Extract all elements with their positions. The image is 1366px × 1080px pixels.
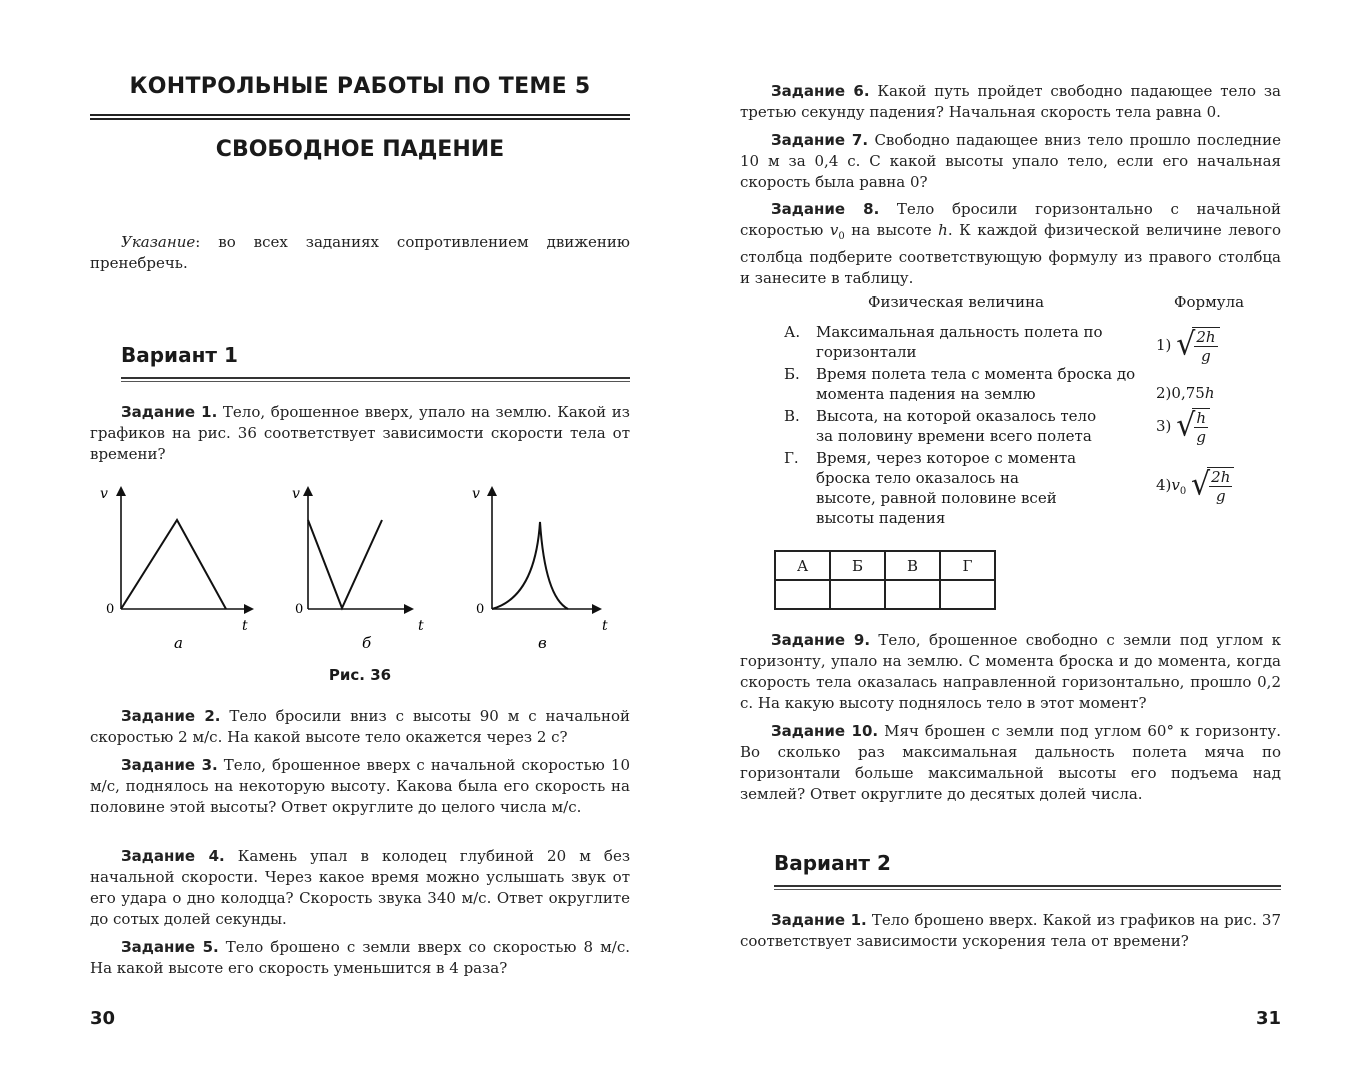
heading-divider <box>90 114 630 120</box>
task-label: Задание 3. <box>121 756 218 774</box>
formula-variable: h <box>1204 384 1215 402</box>
figure-36-graphs <box>90 482 630 662</box>
page-number-right: 31 <box>1255 1008 1281 1029</box>
note-label: Указание <box>121 233 196 251</box>
quantity-c <box>784 406 1144 448</box>
page-number-left: 30 <box>90 1008 116 1029</box>
graph-c-curve <box>492 522 568 609</box>
graph-c-caption: в <box>538 634 547 652</box>
task-text: Тело бросили горизонтально с начальной скоростью <box>740 200 1281 239</box>
answer-value-cell[interactable] <box>885 580 940 609</box>
graph-b-curve <box>308 520 382 608</box>
graph-c-origin: 0 <box>476 602 485 617</box>
matching-right-header: Формула <box>1174 293 1245 311</box>
task-2 <box>90 706 630 748</box>
formula-prefix: v <box>1171 476 1180 494</box>
task-label: Задание 7. <box>771 131 869 149</box>
task-label: Задание 9. <box>771 631 871 649</box>
task-text: Камень упал в колодец глубиной 20 м без начальной скорости. Через какое время можно услышать звук от его удара о дно колодца? Скорость звука 340 м/с. Ответ округлите до сотых долей секунды. <box>90 847 631 928</box>
variant-2-divider <box>774 885 1281 890</box>
variant-1-divider <box>121 377 630 382</box>
fraction-denominator: g <box>1201 347 1211 365</box>
formula-prefix-subscript: 0 <box>1179 486 1187 497</box>
fraction-denominator: g <box>1196 428 1206 446</box>
right-page <box>740 0 1281 1080</box>
h-symbol: h <box>938 221 948 239</box>
sqrt-expression: √ $\frac{2h}{g}$ <box>1176 327 1219 365</box>
quantity-b <box>784 364 1144 406</box>
answer-header-cell: А <box>775 551 830 580</box>
graph-c-x-label: t <box>602 618 608 634</box>
task-text: Тело, брошенное свободно с земли под углом к горизонту, упало на землю. С момента броска и до момента, когда скорость тела оказалась направленной горизонтально, прошло 0,2 с. На какую высоту поднялось тело в этот момент? <box>740 631 1281 712</box>
quantity-text: Время, через которое с момента броска тело оказалось на высоте, равной половине всей высоты падения <box>816 449 1077 527</box>
task-label: Задание 1. <box>121 403 218 421</box>
left-page <box>90 0 630 1080</box>
task-5 <box>90 937 630 979</box>
task-7 <box>740 130 1281 193</box>
task-text: Тело, брошенное вверх, упало на землю. Какой из графиков на рис. 36 соответствует зависимости скорости тела от времени? <box>90 403 630 463</box>
quantity-text: Максимальная дальность полета по горизонтали <box>816 323 1103 361</box>
section-heading: СВОБОДНОЕ ПАДЕНИЕ <box>215 137 505 162</box>
task-text: Тело брошено вверх. Какой из графиков на рис. 37 соответствует зависимости ускорения тела от времени? <box>740 911 1282 950</box>
graph-b-y-label: v <box>292 486 300 502</box>
sqrt-expression: √ $\frac{h}{g}$ <box>1176 408 1210 446</box>
task-label: Задание 6. <box>771 82 870 100</box>
graph-c-y-label: v <box>472 486 480 502</box>
matching-left-header: Физическая величина <box>868 293 1045 311</box>
fraction-numerator: h <box>1196 409 1206 427</box>
task-label: Задание 1. <box>771 911 867 929</box>
task-label: Задание 10. <box>771 722 879 740</box>
graph-b-caption: б <box>362 634 372 652</box>
graph-a-x-label: t <box>242 618 248 634</box>
sqrt-expression: √ $\frac{2h}{g}$ <box>1191 467 1234 505</box>
task-6 <box>740 81 1281 123</box>
answer-header-cell: Г <box>940 551 995 580</box>
v0-symbol: v <box>829 221 839 239</box>
formula-number: 1) <box>1156 336 1172 354</box>
graph-c <box>492 488 600 609</box>
task-text: Какой путь пройдет свободно падающее тело за третью секунду падения? Начальная скорость тела равна 0. <box>740 82 1281 121</box>
variant-2-task-1 <box>740 910 1281 952</box>
quantity-letter: Б. <box>784 365 800 383</box>
quantity-letter: А. <box>784 323 801 341</box>
quantity-text: Высота, на которой оказалось тело за половину времени всего полета <box>816 407 1097 445</box>
figure-36 <box>90 482 630 662</box>
graph-a-origin: 0 <box>106 602 115 617</box>
formula-3 <box>1156 408 1210 446</box>
answer-header-cell: Б <box>830 551 885 580</box>
answer-value-cell[interactable] <box>775 580 830 609</box>
answer-value-cell[interactable] <box>830 580 885 609</box>
answer-value-cell[interactable] <box>940 580 995 609</box>
task-3 <box>90 755 630 818</box>
graph-a <box>121 488 252 609</box>
fraction-denominator: g <box>1215 487 1226 505</box>
task-4 <box>90 846 630 930</box>
fraction-numerator: 2h <box>1211 468 1231 486</box>
answer-header-cell: В <box>885 551 940 580</box>
task-label: Задание 2. <box>121 707 221 725</box>
figure-caption: Рис. 36 <box>328 666 392 684</box>
task-text: Свободно падающее вниз тело прошло последние 10 м за 0,4 с. С какой высоты упало тело, если его начальная скорость была равна 0? <box>740 131 1281 191</box>
topic-heading: КОНТРОЛЬНЫЕ РАБОТЫ ПО ТЕМЕ 5 <box>129 74 591 99</box>
formula-number: 4) <box>1156 476 1172 494</box>
graph-b <box>308 488 412 609</box>
task-text: Мяч брошен с земли под углом 60° к горизонту. Во сколько раз максимальная дальность полета мяча по горизонтали больше максимальной высоты его подъема над землей? Ответ округлите до десятых долей числа. <box>740 722 1281 803</box>
answer-table <box>774 550 996 610</box>
task-text: Тело бросили вниз с высоты 90 м с начальной скоростью 2 м/с. На какой высоте тело окажется через 2 с? <box>90 707 630 746</box>
task-9 <box>740 630 1281 714</box>
answer-table-value-row <box>775 580 995 609</box>
task-label: Задание 8. <box>771 200 880 218</box>
variant-1-heading: Вариант 1 <box>121 343 238 367</box>
graph-a-caption: а <box>174 634 183 652</box>
graph-a-y-label: v <box>100 486 108 502</box>
note-paragraph <box>90 232 630 274</box>
graph-b-x-label: t <box>418 618 424 634</box>
quantity-text: Время полета тела с момента броска до момента падения на землю <box>816 365 1136 403</box>
graph-a-curve <box>121 520 226 609</box>
task-text: . К каждой физической величине левого столбца подберите соответствующую формулу из правого столбца и занесите в таблицу. <box>740 221 1281 287</box>
formula-1 <box>1156 327 1220 365</box>
task-text: Тело, брошенное вверх с начальной скоростью 10 м/с, поднялось на некоторую высоту. Какова была его скорость на половине этой высоты? Ответ округлите до целого числа м/с. <box>90 756 630 816</box>
quantity-letter: Г. <box>784 449 799 467</box>
formula-2 <box>1156 384 1214 402</box>
quantity-d <box>784 448 1144 532</box>
task-text: на высоте <box>844 221 939 239</box>
task-8 <box>740 199 1281 289</box>
variant-2-heading: Вариант 2 <box>774 851 891 875</box>
task-text: Тело брошено с земли вверх со скоростью 8 м/с. На какой высоте его скорость уменьшится в 4 раза? <box>90 938 630 977</box>
v0-subscript: 0 <box>838 231 845 242</box>
quantity-letter: В. <box>784 407 800 425</box>
answer-table-header-row <box>775 551 995 580</box>
fraction-numerator: 2h <box>1196 328 1216 346</box>
task-label: Задание 4. <box>121 847 225 865</box>
formula-number: 2) <box>1156 384 1172 402</box>
graph-b-origin: 0 <box>295 602 304 617</box>
note-text: : во всех заданиях сопротивлением движению пренебречь. <box>90 233 630 272</box>
task-1 <box>90 402 630 465</box>
formula-4 <box>1156 467 1234 505</box>
formula-value: 0,75 <box>1171 384 1205 402</box>
formula-number: 3) <box>1156 417 1172 435</box>
quantity-a <box>784 322 1144 364</box>
task-10 <box>740 721 1281 805</box>
task-label: Задание 5. <box>121 938 219 956</box>
